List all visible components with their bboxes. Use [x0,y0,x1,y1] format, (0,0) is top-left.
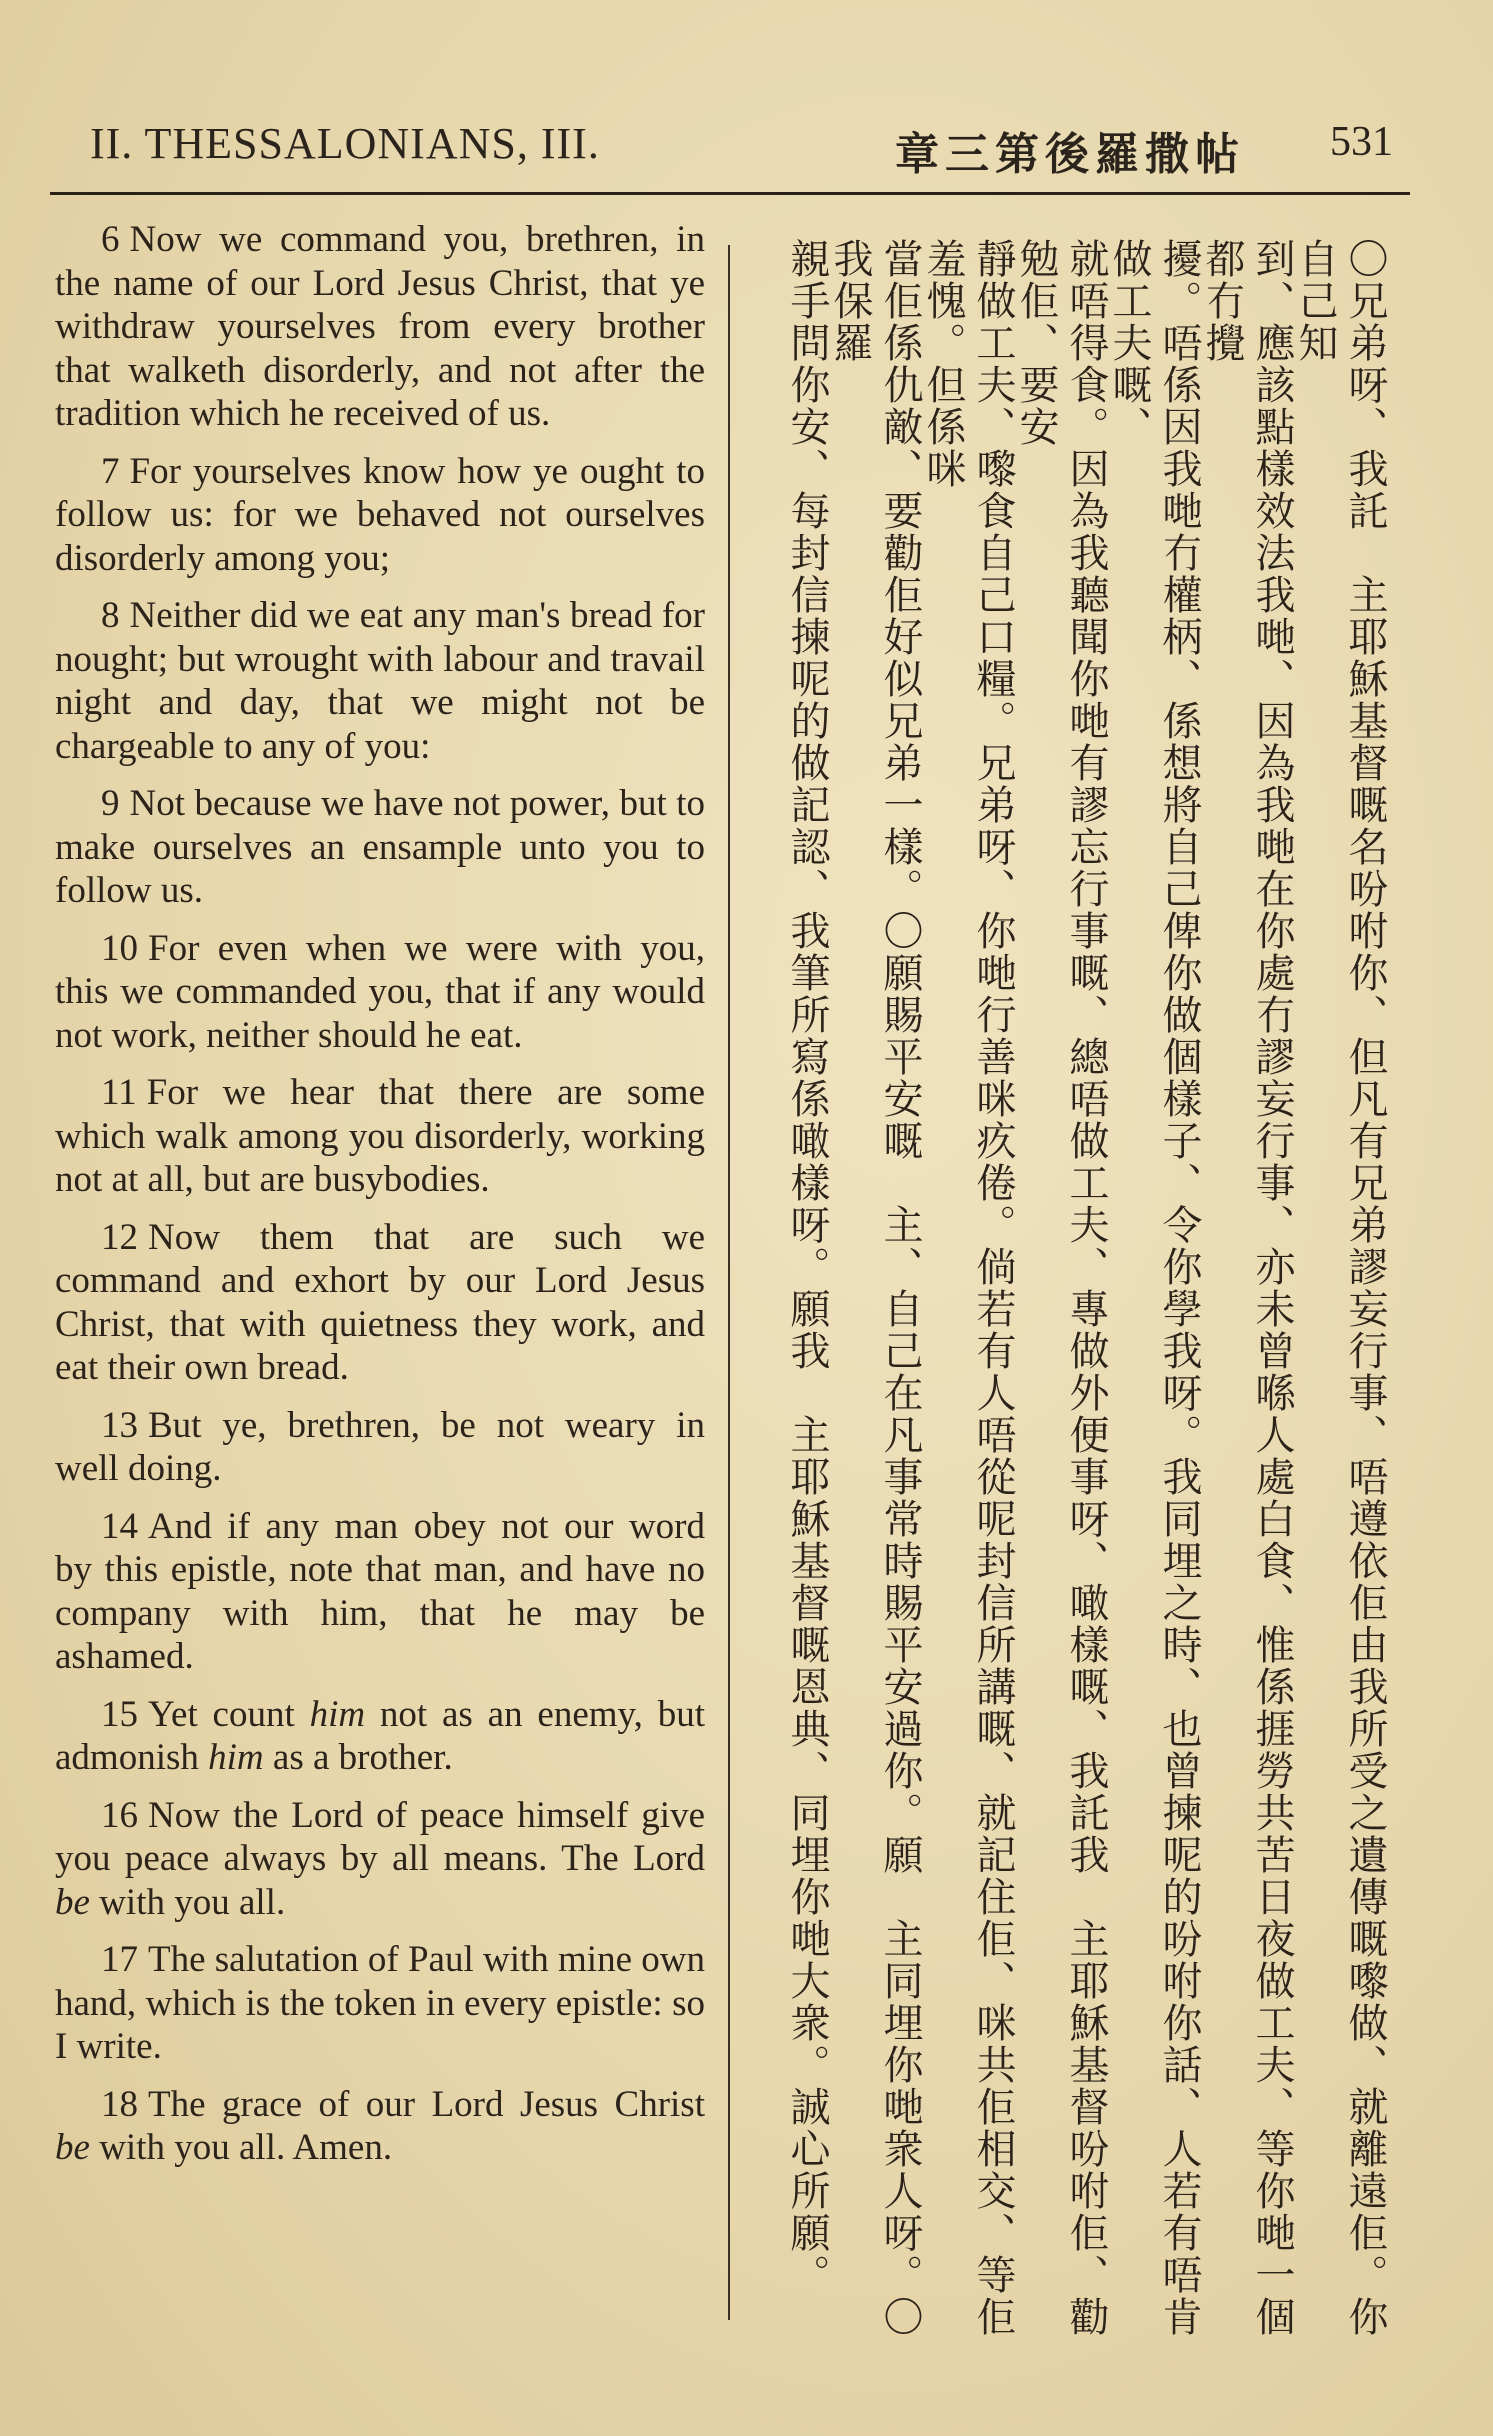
verse-16: 16 Now the Lord of peace himself give you peace always by all means. The Lord be with you all. [55,1794,705,1923]
chinese-line-4: 就唔得食。因為我聽聞你哋有謬忘行事嘅、總唔做工夫、專做外便事呀、噉樣嘅、我託我 主耶穌基督吩咐佢、勸勉佢、要安 [1013,238,1109,2338]
verse-11: 11 For we hear that there are some which walk among you disorderly, working not at all, but are busybodies. [55,1072,705,1200]
column-divider [728,245,730,2320]
chinese-text-column [760,238,1410,2348]
verse-12: 12 Now them that are such we command and exhort by our Lord Jesus Christ, that with quietness they work, and eat their own bread. [55,1216,705,1388]
verse-10: 10 For even when we were with you, this we commanded you, that if any would not work, neither should he eat. [55,927,705,1056]
verse-13: 13 But ye, brethren, be not weary in well doing. [55,1404,705,1489]
chinese-line-3: 擾。唔係因我哋冇權柄、係想將自己俾你做個樣子、令你學我呀。我同埋之時、也曾揀呢的吩咐你話、人若有唔肯做工夫嘅、 [1106,238,1202,2338]
verse-7: 7 For yourselves know how ye ought to follow us: for we behaved not ourselves disorderly among you; [55,450,705,579]
header-rule [50,192,1410,195]
verse-14: 14 And if any man obey not our word by this epistle, note that man, and have no company with him, that he may be ashamed. [55,1505,705,1677]
chinese-line-7: 親手問你安、每封信揀呢的做記認、我筆所寫係噉樣呀。願我 主耶穌基督嘅恩典、同埋你哋大衆。誠心所願。 [784,238,830,2296]
verse-6: 6 Now we command you, brethren, in the name of our Lord Jesus Christ, that ye withdraw yourselves from every brother that walketh disorderly, and not after the tradition which he received of us. [55,219,705,434]
running-head-english: II. THESSALONIANS, III. [90,119,600,168]
chinese-line-6: 當佢係仇敵、要勸佢好似兄弟一樣。〇願賜平安嘅 主、自己在凡事常時賜平安過你。願 主同埋你哋衆人呀。〇我保羅 [827,238,923,2338]
verse-17: 17 The salutation of Paul with mine own hand, which is the token in every epistle: so I write. [55,1939,705,2067]
page-number: 531 [1330,119,1393,165]
english-text-column [55,218,705,2184]
chinese-line-1: 〇兄弟呀、我託 主耶穌基督嘅名吩咐你、但凡有兄弟謬妄行事、唔遵依佢由我所受之遺傳嘅嚟做、就離遠佢。你自己知 [1292,238,1388,2338]
chinese-line-5: 靜做工夫、嚟食自己口糧。兄弟呀、你哋行善咪疚倦。倘若有人唔從呢封信所講嘅、就記住佢、咪共佢相交、等佢羞愧。但係咪 [920,238,1016,2338]
running-head-chinese: 章三第後羅撒帖 [895,129,1245,180]
chinese-line-2: 到、應該點樣效法我哋、因為我哋在你處冇謬妄行事、亦未曾喺人處白食、惟係捱勞共苦日夜做工夫、等你哋一個都冇攪 [1199,238,1295,2338]
verse-18: 18 The grace of our Lord Jesus Christ be with you all. Amen. [55,2083,705,2168]
verse-8: 8 Neither did we eat any man's bread for nought; but wrought with labour and travail night and day, that we might not be chargeable to any of you: [55,595,705,767]
verse-15: 15 Yet count him not as an enemy, but admonish him as a brother. [55,1693,705,1778]
verse-9: 9 Not because we have not power, but to make ourselves an ensample unto you to follow us. [55,783,705,911]
